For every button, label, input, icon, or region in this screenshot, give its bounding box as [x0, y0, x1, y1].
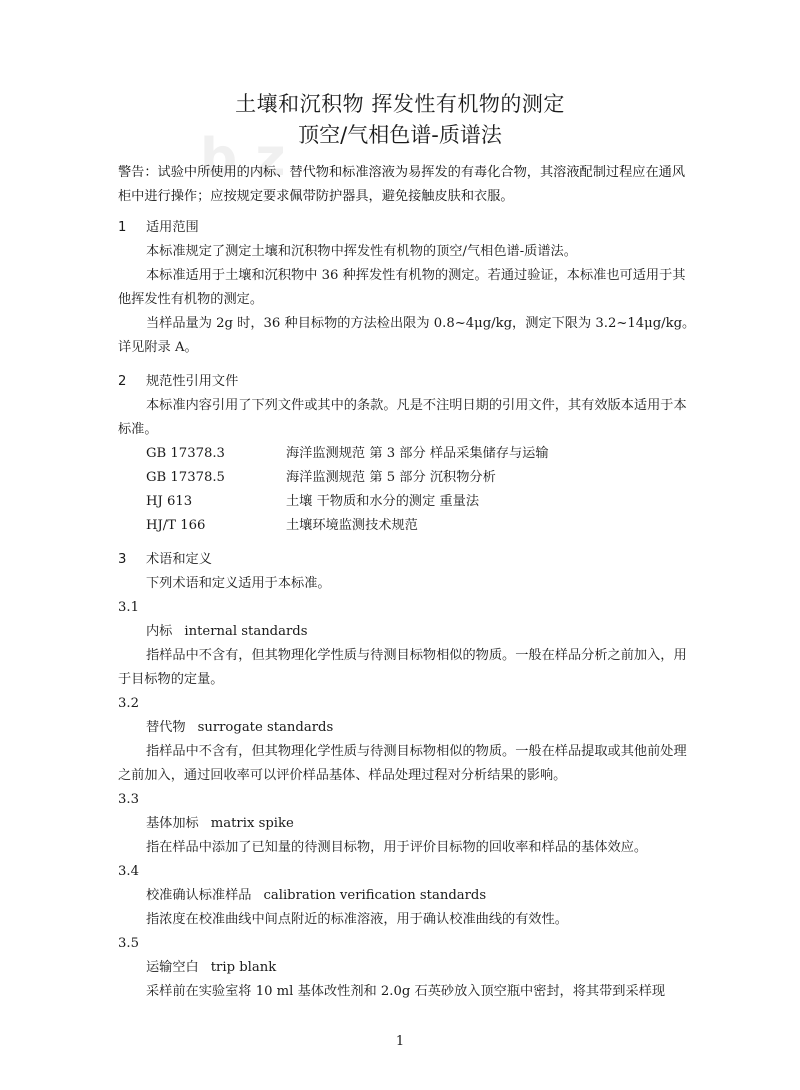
term-number: 3.5: [118, 936, 139, 951]
term-name: [118, 812, 698, 836]
term-definition: 指浓度在校准曲线中间点附近的标准溶液，用于确认校准曲线的有效性。: [146, 912, 568, 927]
section-1-paragraph-1: 本标准规定了测定土壤和沉积物中挥发性有机物的顶空/气相色谱-质谱法。: [146, 244, 577, 259]
term-name-en: surrogate standards: [197, 720, 334, 735]
reference-item: [118, 514, 698, 538]
term-name-zh: 校准确认标准样品: [146, 888, 252, 903]
reference-name: 土壤环境监测技术规范: [286, 518, 418, 533]
title-line-2: 顶空/气相色谱-质谱法: [298, 123, 502, 147]
term-name-zh: 基体加标: [146, 816, 199, 831]
section-1-paragraph-2: 本标准适用于土壤和沉积物中 36 种挥发性有机物的测定。若通过验证，本标准也可适用于其他挥发性有机物的测定。: [118, 268, 686, 307]
reference-name: 海洋监测规范 第 5 部分 沉积物分析: [286, 470, 496, 485]
reference-code: HJ/T 166: [146, 518, 206, 533]
term-name-en: calibration verification standards: [263, 888, 487, 903]
document-body: [118, 212, 698, 1004]
title-line-1: 土壤和沉积物 挥发性有机物的测定: [235, 92, 565, 116]
warning-paragraph: 警告：试验中所使用的内标、替代物和标准溶液为易挥发的有毒化合物，其溶液配制过程应在通风柜中进行操作；应按规定要求佩带防护器具，避免接触皮肤和衣服。: [118, 165, 686, 204]
term-name-en: matrix spike: [210, 816, 294, 831]
section-number: 3: [118, 552, 127, 567]
reference-item: [118, 442, 698, 466]
term-definition: 指样品中不含有，但其物理化学性质与待测目标物相似的物质。一般在样品提取或其他前处理之前加入，通过回收率可以评价样品基体、样品处理过程对分析结果的影响。: [118, 744, 687, 783]
term-name: [118, 620, 698, 644]
term-name-en: internal standards: [184, 624, 308, 639]
section-title: 规范性引用文件: [146, 374, 239, 389]
section-title: 术语和定义: [146, 552, 212, 567]
reference-name: 土壤 干物质和水分的测定 重量法: [286, 494, 480, 509]
term-definition: 采样前在实验室将 10 ml 基体改性剂和 2.0g 石英砂放入顶空瓶中密封，将其带到采样现: [146, 984, 666, 999]
term-name: [118, 716, 698, 740]
section-number: 1: [118, 220, 127, 235]
reference-name: 海洋监测规范 第 3 部分 样品采集储存与运输: [286, 446, 549, 461]
reference-code: GB 17378.5: [146, 470, 225, 485]
reference-item: [118, 466, 698, 490]
term-number: 3.1: [118, 600, 139, 615]
reference-item: [118, 490, 698, 514]
section-3-paragraph-1: 下列术语和定义适用于本标准。: [146, 576, 331, 591]
term-number: 3.2: [118, 696, 139, 711]
page-number: 1: [395, 1034, 405, 1049]
term-definition: 指在样品中添加了已知量的待测目标物，用于评价目标物的回收率和样品的基体效应。: [146, 840, 648, 855]
term-name: [118, 884, 698, 908]
reference-code: GB 17378.3: [146, 446, 225, 461]
section-2-heading: [118, 370, 698, 394]
reference-code: HJ 613: [146, 494, 193, 509]
section-number: 2: [118, 374, 127, 389]
term-definition: 指样品中不含有，但其物理化学性质与待测目标物相似的物质。一般在样品分析之前加入，用于目标物的定量。: [118, 648, 687, 687]
term-name-zh: 内标: [146, 624, 173, 639]
section-2-paragraph-1: 本标准内容引用了下列文件或其中的条款。凡是不注明日期的引用文件，其有效版本适用于本标准。: [118, 398, 687, 437]
term-number: 3.3: [118, 792, 139, 807]
term-name-zh: 运输空白: [146, 960, 199, 975]
term-name-zh: 替代物: [146, 720, 186, 735]
section-3-heading: [118, 548, 698, 572]
section-1-heading: [118, 216, 698, 240]
term-name-en: trip blank: [210, 960, 277, 975]
term-number: 3.4: [118, 864, 139, 879]
watermark: bz: [200, 128, 304, 188]
term-name: [118, 956, 698, 980]
section-1-paragraph-3: 当样品量为 2g 时，36 种目标物的方法检出限为 0.8~4μg/kg，测定下限为 3.2~14μg/kg。详见附录 A。: [118, 316, 696, 355]
section-title: 适用范围: [146, 220, 199, 235]
